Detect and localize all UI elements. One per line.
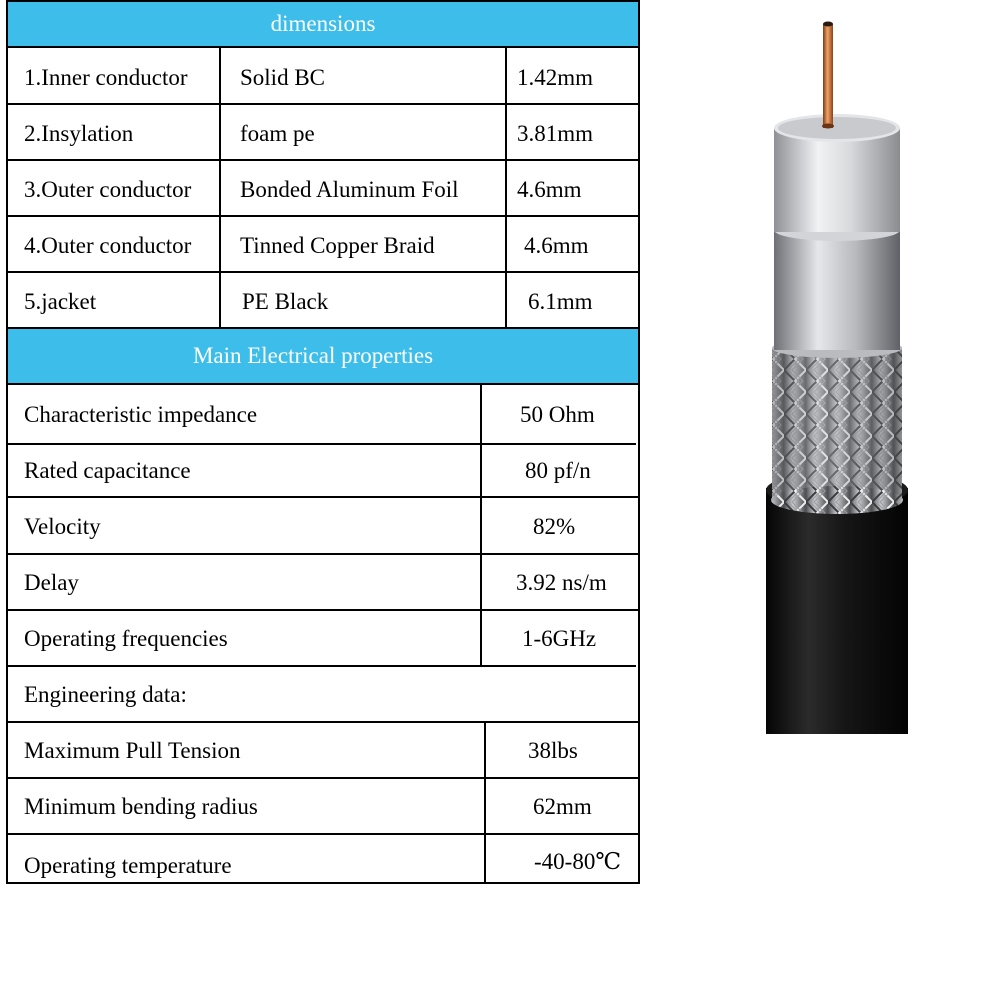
column-divider: [219, 46, 221, 329]
coax-cable-image: [762, 18, 912, 734]
dimensions-header-label: dimensions: [270, 11, 376, 36]
elec-row-4-property: Delay: [24, 570, 79, 595]
row-divider: [8, 443, 636, 445]
dim-row-4-material: Tinned Copper Braid: [240, 233, 435, 258]
elec-row-2-value: 80 pf/n: [525, 458, 591, 483]
column-divider: [484, 723, 486, 884]
eng-row-2-property: Minimum bending radius: [24, 794, 258, 819]
dim-row-2-component: 2.Insylation: [24, 121, 134, 146]
jacket-layer: [766, 481, 908, 735]
row-divider: [8, 721, 638, 723]
dim-row-1-material: Solid BC: [240, 65, 326, 90]
elec-row-3-property: Velocity: [24, 514, 101, 539]
row-divider: [8, 215, 638, 217]
row-divider: [8, 553, 638, 555]
column-divider: [505, 46, 507, 329]
spec-table: [6, 0, 640, 884]
eng-row-1-property: Maximum Pull Tension: [24, 738, 241, 763]
dim-row-2-size: 3.81mm: [517, 121, 594, 146]
row-divider: [8, 665, 636, 667]
dimensions-header: [8, 2, 638, 46]
dim-row-4-size: 4.6mm: [524, 233, 589, 258]
engineering-header: Engineering data:: [24, 682, 187, 707]
elec-row-4-value: 3.92 ns/m: [516, 570, 607, 595]
dim-row-3-material: Bonded Aluminum Foil: [240, 177, 459, 202]
row-divider: [8, 271, 638, 273]
eng-row-2-value: 62mm: [533, 794, 592, 819]
row-divider: [8, 496, 638, 498]
elec-row-1-property: Characteristic impedance: [24, 402, 258, 427]
elec-row-5-value: 1-6GHz: [522, 626, 597, 651]
electrical-header: [8, 329, 638, 383]
row-divider: [8, 609, 638, 611]
dim-row-1-size: 1.42mm: [517, 65, 594, 90]
dim-row-1-component: 1.Inner conductor: [24, 65, 188, 90]
dim-row-3-component: 3.Outer conductor: [24, 177, 192, 202]
row-divider: [8, 103, 638, 105]
dim-row-3-size: 4.6mm: [517, 177, 582, 202]
eng-row-1-value: 38lbs: [528, 738, 578, 763]
eng-row-3-property: Operating temperature: [24, 853, 232, 878]
row-divider: [8, 777, 638, 779]
elec-row-3-value: 82%: [533, 514, 576, 539]
row-divider: [8, 46, 638, 48]
row-divider: [8, 383, 638, 385]
dim-row-5-component: 5.jacket: [24, 289, 97, 314]
column-divider: [480, 385, 482, 665]
eng-row-3-value: -40-80℃: [534, 849, 622, 874]
dim-row-4-component: 4.Outer conductor: [24, 233, 192, 258]
foil-layer: [774, 230, 900, 350]
elec-row-2-property: Rated capacitance: [24, 458, 191, 483]
row-divider: [8, 833, 638, 835]
dim-row-5-material: PE Black: [242, 289, 329, 314]
dim-row-2-material: foam pe: [240, 121, 315, 146]
dim-row-5-size: 6.1mm: [528, 289, 593, 314]
inner-conductor: [823, 24, 833, 128]
electrical-header-label: Main Electrical properties: [192, 343, 434, 368]
elec-row-5-property: Operating frequencies: [24, 626, 228, 651]
elec-row-1-value: 50 Ohm: [520, 402, 595, 427]
row-divider: [8, 159, 638, 161]
foam-layer: [774, 128, 900, 232]
